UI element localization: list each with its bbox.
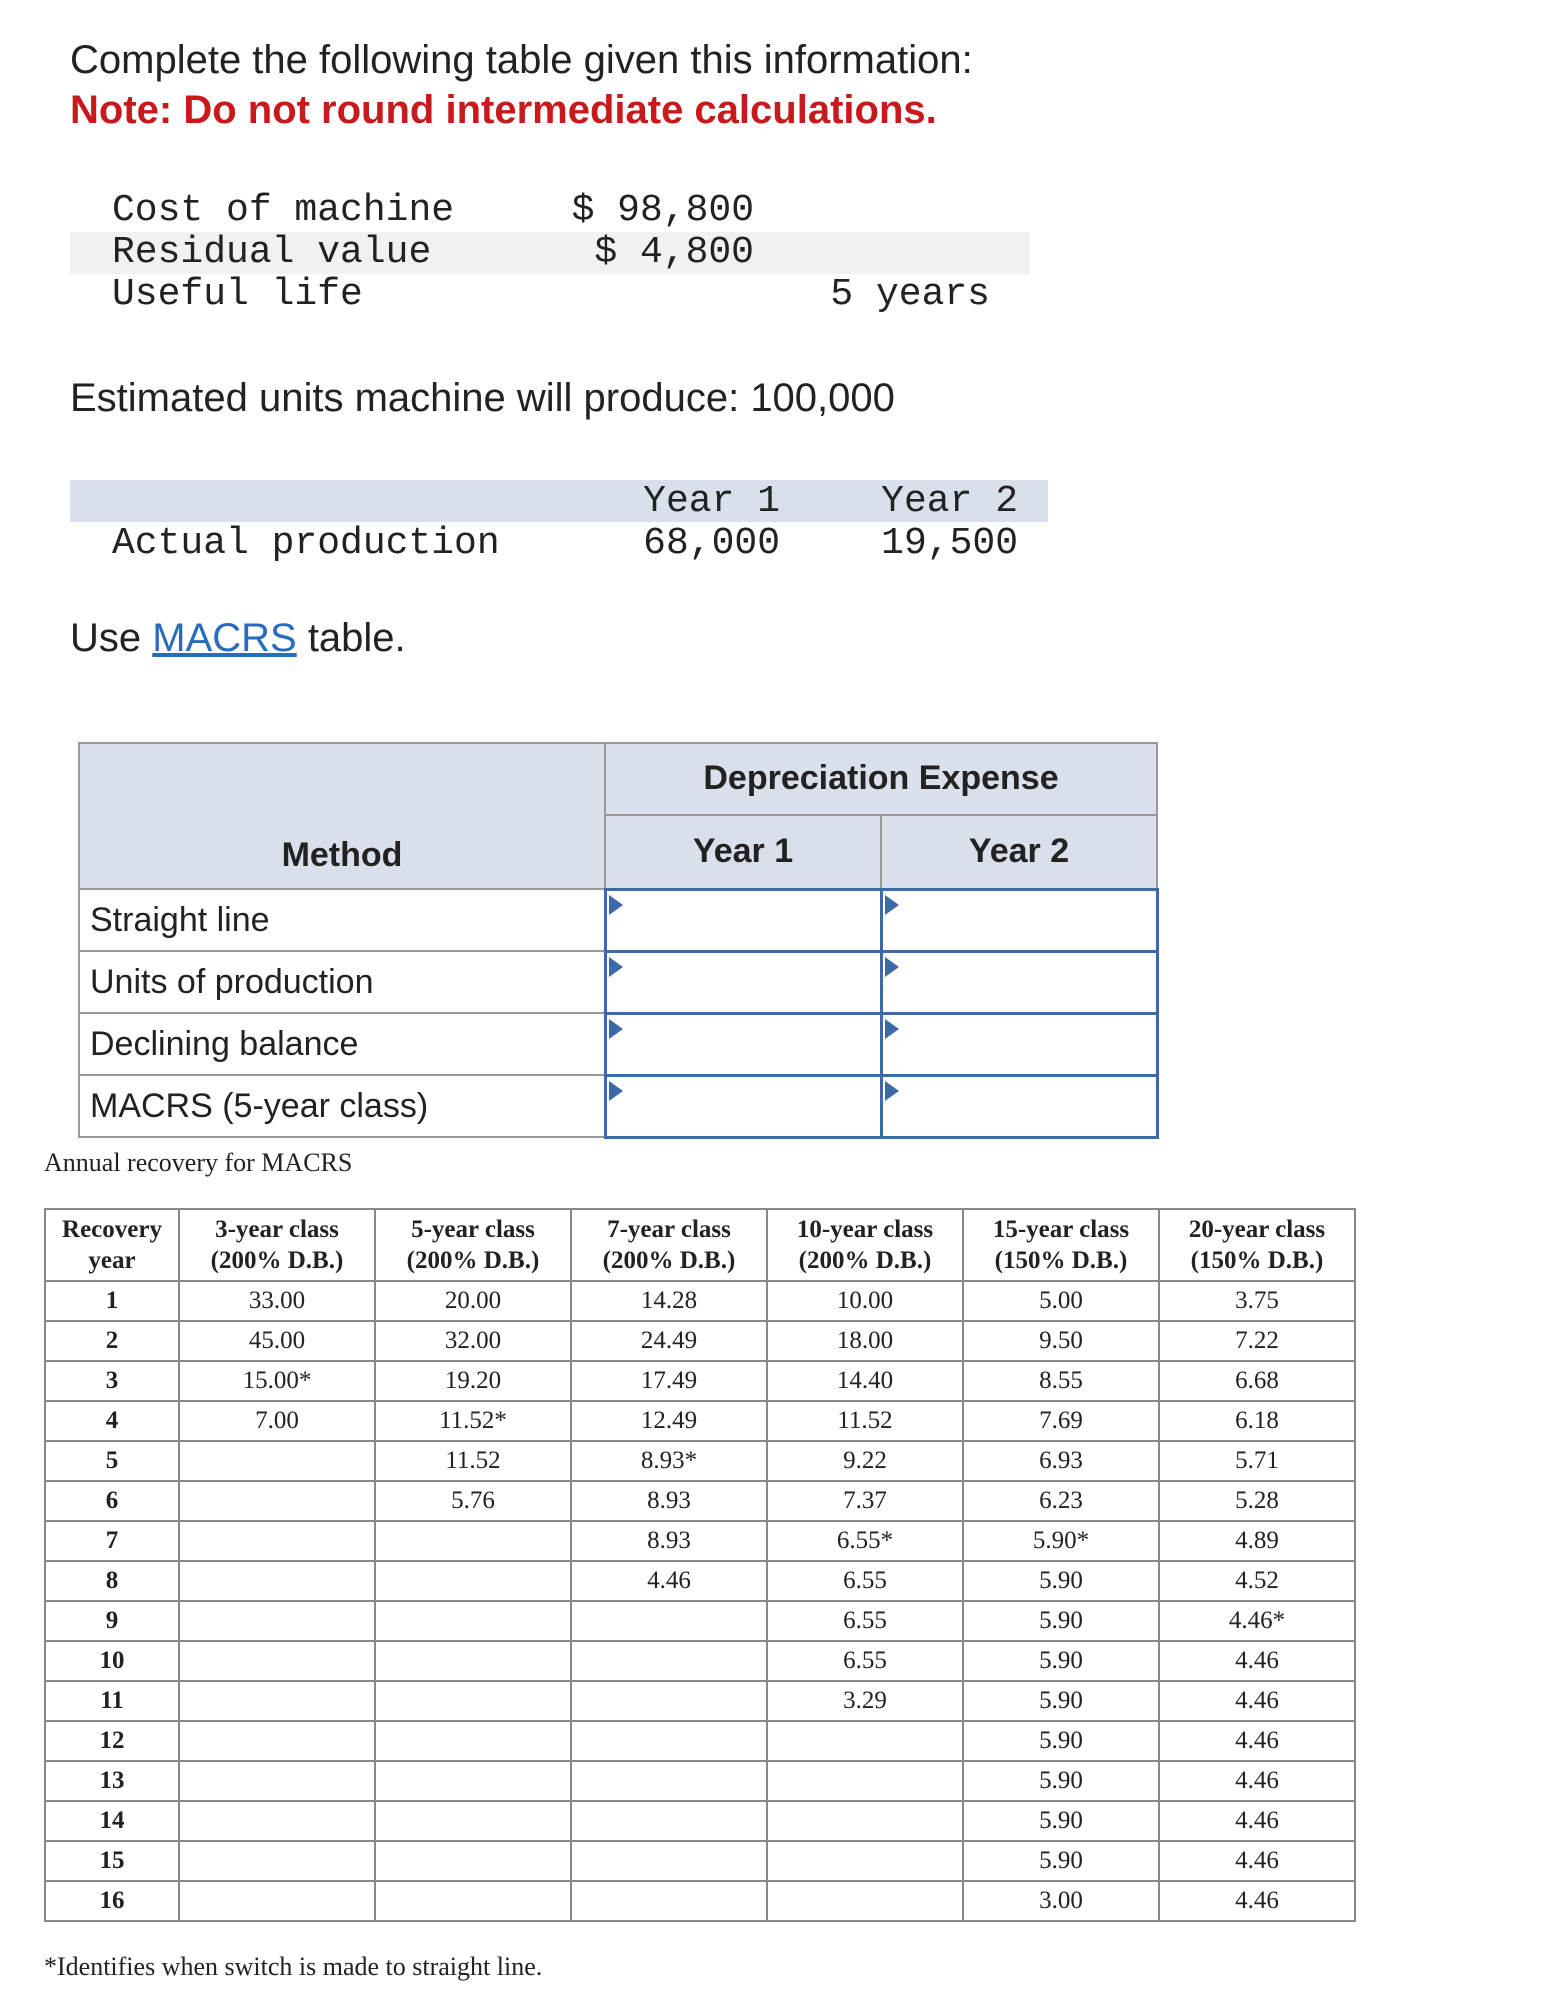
- macrs-row: [45, 1721, 1355, 1761]
- rate-cell: 4.46: [1159, 1761, 1355, 1801]
- rate-cell: 6.55: [767, 1561, 963, 1601]
- rate-cell: 7.22: [1159, 1321, 1355, 1361]
- rate-cell: [571, 1841, 767, 1881]
- given-value: $ 98,800: [571, 189, 754, 232]
- header-line: 3-year class: [215, 1216, 339, 1243]
- rate-cell: 14.40: [767, 1361, 963, 1401]
- rate-cell: [375, 1841, 571, 1881]
- recovery-year-cell: 5: [45, 1441, 179, 1481]
- macrs-row: [45, 1641, 1355, 1681]
- header-line: Recovery: [62, 1216, 162, 1243]
- macrs-table-title: Annual recovery for MACRS: [44, 1148, 353, 1177]
- rate-cell: 24.49: [571, 1321, 767, 1361]
- rate-cell: [179, 1841, 375, 1881]
- rate-cell: [767, 1721, 963, 1761]
- macrs-row: [45, 1481, 1355, 1521]
- rate-cell: 33.00: [179, 1281, 375, 1321]
- production-year2-value: 19,500: [881, 522, 1018, 565]
- recovery-year-cell: 16: [45, 1881, 179, 1921]
- header-line: (150% D.B.): [1190, 1247, 1324, 1274]
- macrs-row: [45, 1361, 1355, 1401]
- rate-cell: 5.90: [963, 1641, 1159, 1681]
- recovery-year-cell: 4: [45, 1401, 179, 1441]
- macrs-header-row: [45, 1209, 1355, 1281]
- rounding-note: Note: Do not round intermediate calculations.: [70, 88, 937, 132]
- rate-cell: [375, 1601, 571, 1641]
- macrs-column-header: [179, 1209, 375, 1281]
- input-marker-icon: [885, 1081, 899, 1101]
- macrs-row: [45, 1281, 1355, 1321]
- rate-cell: 5.90: [963, 1601, 1159, 1641]
- rate-cell: 3.29: [767, 1681, 963, 1721]
- method-label: MACRS (5-year class): [79, 1075, 605, 1137]
- method-label: Declining balance: [79, 1013, 605, 1075]
- rate-cell: [179, 1641, 375, 1681]
- rate-cell: [179, 1881, 375, 1921]
- rate-cell: [179, 1801, 375, 1841]
- macrs-row: [45, 1561, 1355, 1601]
- method-label: Straight line: [79, 889, 605, 951]
- given-value: 5 years: [830, 273, 990, 316]
- rate-cell: 20.00: [375, 1281, 571, 1321]
- rate-cell: 5.90: [963, 1681, 1159, 1721]
- dep-row-straight-line: [79, 889, 1157, 951]
- rate-cell: 4.46: [1159, 1641, 1355, 1681]
- rate-cell: [179, 1561, 375, 1601]
- dep-header-row: [79, 743, 1157, 815]
- rate-cell: [571, 1721, 767, 1761]
- dep-row-macrs: [79, 1075, 1157, 1137]
- rate-cell: 5.90: [963, 1721, 1159, 1761]
- recovery-year-cell: 2: [45, 1321, 179, 1361]
- rate-cell: [375, 1761, 571, 1801]
- rate-cell: 4.46*: [1159, 1601, 1355, 1641]
- given-value: $ 4,800: [594, 231, 754, 274]
- rate-cell: 5.90*: [963, 1521, 1159, 1561]
- macrs-row: [45, 1881, 1355, 1921]
- rate-cell: [571, 1601, 767, 1641]
- rate-cell: [375, 1641, 571, 1681]
- header-line: 15-year class: [992, 1216, 1130, 1243]
- rate-cell: 4.46: [571, 1561, 767, 1601]
- dep-row-units-of-production: [79, 951, 1157, 1013]
- header-line: 7-year class: [607, 1216, 731, 1243]
- rate-cell: 6.93: [963, 1441, 1159, 1481]
- rate-cell: [571, 1641, 767, 1681]
- straight-line-year1-input[interactable]: [605, 889, 881, 951]
- units-of-production-year1-input[interactable]: [605, 951, 881, 1013]
- recovery-year-cell: 9: [45, 1601, 179, 1641]
- production-year1-header: Year 1: [643, 480, 780, 523]
- rate-cell: 4.52: [1159, 1561, 1355, 1601]
- rate-cell: 6.68: [1159, 1361, 1355, 1401]
- production-year2-header: Year 2: [881, 480, 1018, 523]
- recovery-year-cell: 15: [45, 1841, 179, 1881]
- macrs-row: [45, 1321, 1355, 1361]
- rate-cell: 5.90: [963, 1561, 1159, 1601]
- rate-cell: 9.50: [963, 1321, 1159, 1361]
- macrs-row: [45, 1401, 1355, 1441]
- rate-cell: 6.18: [1159, 1401, 1355, 1441]
- rate-cell: 8.93: [571, 1481, 767, 1521]
- rate-cell: 5.90: [963, 1841, 1159, 1881]
- rate-cell: 4.46: [1159, 1721, 1355, 1761]
- macrs-suffix: table.: [296, 616, 406, 660]
- rate-cell: 11.52*: [375, 1401, 571, 1441]
- rate-cell: [375, 1681, 571, 1721]
- macrs-row: [45, 1601, 1355, 1641]
- input-marker-icon: [609, 895, 623, 915]
- given-row: [70, 232, 1030, 274]
- rate-cell: 10.00: [767, 1281, 963, 1321]
- rate-cell: 3.00: [963, 1881, 1159, 1921]
- rate-cell: [571, 1761, 767, 1801]
- macrs-recovery-table: [44, 1208, 1356, 1922]
- macrs-row: [45, 1801, 1355, 1841]
- rate-cell: 14.28: [571, 1281, 767, 1321]
- rate-cell: 4.89: [1159, 1521, 1355, 1561]
- rate-cell: 9.22: [767, 1441, 963, 1481]
- given-label: Residual value: [112, 231, 432, 274]
- input-marker-icon: [885, 1019, 899, 1039]
- rate-cell: 5.71: [1159, 1441, 1355, 1481]
- given-row: [70, 190, 1030, 232]
- rate-cell: [179, 1721, 375, 1761]
- rate-cell: 15.00*: [179, 1361, 375, 1401]
- input-marker-icon: [609, 1081, 623, 1101]
- recovery-year-cell: 12: [45, 1721, 179, 1761]
- instructions-text: Complete the following table given this information:: [70, 38, 973, 82]
- rate-cell: [571, 1881, 767, 1921]
- header-line: (200% D.B.): [798, 1247, 932, 1274]
- production-row: [70, 522, 1048, 568]
- rate-cell: 17.49: [571, 1361, 767, 1401]
- rate-cell: 5.28: [1159, 1481, 1355, 1521]
- macrs-prefix: Use: [70, 616, 153, 660]
- estimated-units-text: Estimated units machine will produce: 100,000: [70, 376, 895, 420]
- macrs-column-header: [1159, 1209, 1355, 1281]
- dep-row-declining-balance: [79, 1013, 1157, 1075]
- rate-cell: [375, 1801, 571, 1841]
- macrs-column-header: [963, 1209, 1159, 1281]
- rate-cell: 7.00: [179, 1401, 375, 1441]
- macrs-column-header: [571, 1209, 767, 1281]
- given-info-table: [70, 190, 1030, 316]
- rate-cell: 45.00: [179, 1321, 375, 1361]
- rate-cell: 5.90: [963, 1801, 1159, 1841]
- header-line: (200% D.B.): [406, 1247, 540, 1274]
- rate-cell: 8.55: [963, 1361, 1159, 1401]
- rate-cell: [767, 1881, 963, 1921]
- production-table: [70, 480, 1048, 568]
- rate-cell: [179, 1521, 375, 1561]
- rate-cell: [571, 1801, 767, 1841]
- year1-header: Year 1: [605, 815, 881, 889]
- macrs-link[interactable]: MACRS: [152, 616, 297, 660]
- header-line: year: [88, 1247, 136, 1274]
- production-label: Actual production: [112, 522, 500, 565]
- input-marker-icon: [885, 957, 899, 977]
- rate-cell: 32.00: [375, 1321, 571, 1361]
- header-line: 10-year class: [796, 1216, 934, 1243]
- declining-balance-year2-input[interactable]: [881, 1013, 1157, 1075]
- given-label: Cost of machine: [112, 189, 455, 232]
- recovery-year-cell: 7: [45, 1521, 179, 1561]
- method-header: Method: [79, 743, 605, 889]
- rate-cell: 4.46: [1159, 1881, 1355, 1921]
- macrs-column-header: [45, 1209, 179, 1281]
- rate-cell: 5.00: [963, 1281, 1159, 1321]
- given-label: Useful life: [112, 273, 363, 316]
- header-line: 5-year class: [411, 1216, 535, 1243]
- header-line: 20-year class: [1188, 1216, 1326, 1243]
- macrs-row: [45, 1681, 1355, 1721]
- rate-cell: [375, 1561, 571, 1601]
- straight-line-year2-input[interactable]: [881, 889, 1157, 951]
- rate-cell: 18.00: [767, 1321, 963, 1361]
- rate-cell: 19.20: [375, 1361, 571, 1401]
- year2-header: Year 2: [881, 815, 1157, 889]
- recovery-year-cell: 6: [45, 1481, 179, 1521]
- input-marker-icon: [609, 1019, 623, 1039]
- rate-cell: [375, 1721, 571, 1761]
- header-line: (200% D.B.): [210, 1247, 344, 1274]
- rate-cell: 5.76: [375, 1481, 571, 1521]
- rate-cell: [179, 1601, 375, 1641]
- method-label: Units of production: [79, 951, 605, 1013]
- given-row: [70, 274, 1030, 316]
- declining-balance-year1-input[interactable]: [605, 1013, 881, 1075]
- rate-cell: 4.46: [1159, 1841, 1355, 1881]
- rate-cell: [375, 1881, 571, 1921]
- header-line: (200% D.B.): [602, 1247, 736, 1274]
- rate-cell: 6.55*: [767, 1521, 963, 1561]
- rate-cell: 11.52: [767, 1401, 963, 1441]
- input-marker-icon: [609, 957, 623, 977]
- input-marker-icon: [885, 895, 899, 915]
- rate-cell: 6.55: [767, 1601, 963, 1641]
- rate-cell: [767, 1801, 963, 1841]
- rate-cell: 4.46: [1159, 1681, 1355, 1721]
- depreciation-expense-header: Depreciation Expense: [605, 743, 1157, 815]
- recovery-year-cell: 14: [45, 1801, 179, 1841]
- recovery-year-cell: 1: [45, 1281, 179, 1321]
- macrs-column-header: [375, 1209, 571, 1281]
- rate-cell: [571, 1681, 767, 1721]
- rate-cell: 7.37: [767, 1481, 963, 1521]
- rate-cell: [767, 1841, 963, 1881]
- recovery-year-cell: 8: [45, 1561, 179, 1601]
- rate-cell: 6.55: [767, 1641, 963, 1681]
- rate-cell: [767, 1761, 963, 1801]
- recovery-year-cell: 10: [45, 1641, 179, 1681]
- macrs-row: [45, 1521, 1355, 1561]
- recovery-year-cell: 11: [45, 1681, 179, 1721]
- macrs-year1-input[interactable]: [605, 1075, 881, 1137]
- rate-cell: 8.93: [571, 1521, 767, 1561]
- recovery-year-cell: 3: [45, 1361, 179, 1401]
- macrs-row: [45, 1841, 1355, 1881]
- macrs-row: [45, 1761, 1355, 1801]
- footnote: *Identifies when switch is made to straight line.: [44, 1952, 543, 1981]
- rate-cell: [375, 1521, 571, 1561]
- macrs-column-header: [767, 1209, 963, 1281]
- header-line: (150% D.B.): [994, 1247, 1128, 1274]
- macrs-instruction: [70, 612, 406, 664]
- rate-cell: 3.75: [1159, 1281, 1355, 1321]
- units-of-production-year2-input[interactable]: [881, 951, 1157, 1013]
- rate-cell: 11.52: [375, 1441, 571, 1481]
- recovery-year-cell: 13: [45, 1761, 179, 1801]
- rate-cell: 5.90: [963, 1761, 1159, 1801]
- rate-cell: 8.93*: [571, 1441, 767, 1481]
- macrs-row: [45, 1441, 1355, 1481]
- depreciation-table: [78, 742, 1159, 1139]
- production-year1-value: 68,000: [643, 522, 780, 565]
- rate-cell: 12.49: [571, 1401, 767, 1441]
- rate-cell: 7.69: [963, 1401, 1159, 1441]
- macrs-year2-input[interactable]: [881, 1075, 1157, 1137]
- rate-cell: [179, 1441, 375, 1481]
- rate-cell: [179, 1761, 375, 1801]
- rate-cell: 6.23: [963, 1481, 1159, 1521]
- rate-cell: 4.46: [1159, 1801, 1355, 1841]
- production-header-row: [70, 480, 1048, 522]
- rate-cell: [179, 1481, 375, 1521]
- rate-cell: [179, 1681, 375, 1721]
